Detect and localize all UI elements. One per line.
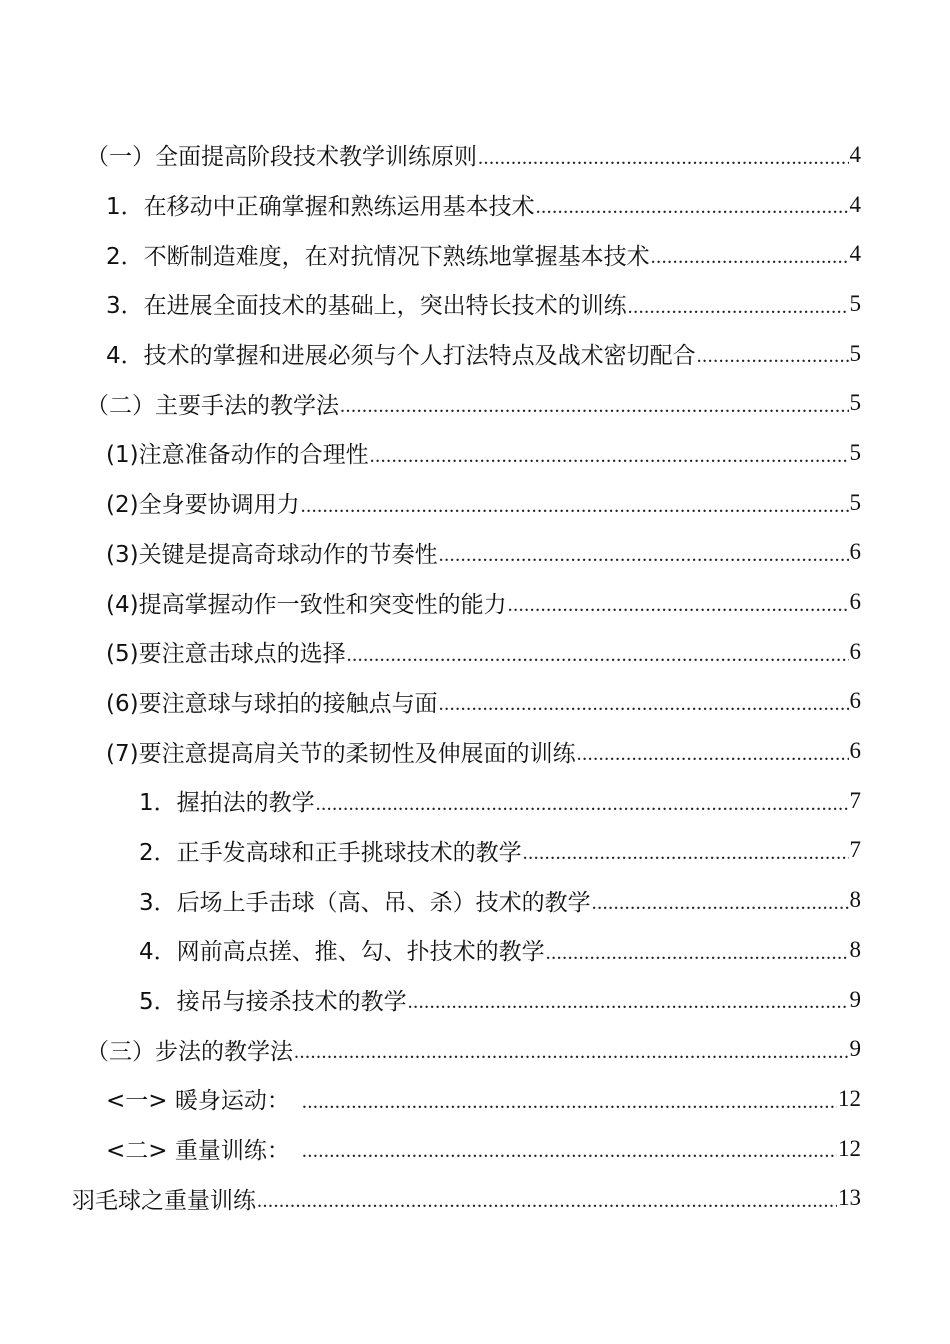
toc-entry[interactable] [0, 776, 950, 826]
toc-entry[interactable] [0, 428, 950, 478]
toc-entry[interactable] [0, 1124, 950, 1174]
toc-entry[interactable] [0, 329, 950, 379]
toc-entry-title: （三）步法的教学法 [86, 1038, 293, 1065]
toc-entry-page-number: 5 [849, 290, 861, 316]
toc-entry[interactable] [0, 925, 950, 975]
toc-entry[interactable] [0, 726, 950, 776]
toc-dot-leader [592, 893, 849, 925]
toc-entry-title: <二> 重量训练： [106, 1138, 290, 1165]
toc-entry[interactable] [0, 528, 950, 578]
toc-entry-page-number: 9 [849, 986, 861, 1012]
toc-entry-page-number: 5 [849, 340, 861, 366]
toc-entry-title: (6)要注意球与球拍的接触点与面 [106, 690, 438, 717]
toc-dot-leader [546, 943, 849, 975]
toc-entry-title: 5．接吊与接杀技术的教学 [139, 989, 407, 1016]
toc-entry-title: <一> 暖身运动： [106, 1088, 290, 1115]
toc-entry-page-number: 12 [838, 1085, 861, 1111]
toc-entry-title: 2．不断制造难度，在对抗情况下熟练地掌握基本技术 [106, 243, 650, 270]
toc-entry[interactable] [0, 229, 950, 279]
toc-entry-title: 1．握拍法的教学 [139, 790, 315, 817]
toc-entry-title: (2)全身要协调用力 [106, 492, 300, 519]
toc-dot-leader [439, 694, 849, 726]
toc-entry-title: 3．在进展全面技术的基础上，突出特长技术的训练 [106, 293, 627, 320]
toc-entry[interactable] [0, 478, 950, 528]
toc-dot-leader [257, 1191, 837, 1223]
toc-entry[interactable] [0, 1024, 950, 1074]
toc-entry[interactable] [0, 677, 950, 727]
toc-entry[interactable] [0, 1074, 950, 1124]
toc-entry-page-number: 5 [849, 489, 861, 515]
toc-entry[interactable] [0, 130, 950, 180]
toc-entry-page-number: 4 [849, 191, 861, 217]
toc-dot-leader [301, 496, 849, 528]
toc-entry[interactable] [0, 975, 950, 1025]
toc-entry-page-number: 6 [849, 539, 861, 565]
toc-entry-title: 3．后场上手击球（高、吊、杀）技术的教学 [139, 889, 591, 916]
toc-entry[interactable] [0, 577, 950, 627]
toc-dot-leader [316, 794, 849, 826]
toc-entry-page-number: 6 [849, 738, 861, 764]
toc-entry-page-number: 6 [849, 638, 861, 664]
toc-entry[interactable] [0, 875, 950, 925]
toc-entry[interactable] [0, 279, 950, 329]
toc-entry-page-number: 6 [849, 589, 861, 615]
toc-entry-page-number: 8 [849, 887, 861, 913]
toc-entry-page-number: 4 [849, 241, 861, 267]
toc-entry-title: (4)提高掌握动作一致性和突变性的能力 [106, 591, 507, 618]
toc-dot-leader [302, 1141, 837, 1173]
toc-entry-page-number: 13 [838, 1185, 861, 1211]
toc-entry[interactable] [0, 627, 950, 677]
toc-entry-title: 羽毛球之重量训练 [72, 1187, 256, 1214]
toc-entry-page-number: 7 [849, 787, 861, 813]
toc-entry-title: (1)注意准备动作的合理性 [106, 442, 369, 469]
toc-dot-leader [628, 297, 849, 329]
toc-dot-leader [302, 1092, 837, 1124]
toc-entry-title: 4．网前高点搓、推、勾、扑技术的教学 [139, 939, 545, 966]
toc-entry-page-number: 12 [838, 1135, 861, 1161]
toc-dot-leader [651, 247, 849, 279]
toc-entry-title: （二）主要手法的教学法 [86, 392, 339, 419]
toc-entry-page-number: 5 [849, 439, 861, 465]
toc-dot-leader [536, 197, 849, 229]
toc-entry[interactable] [0, 1173, 950, 1223]
toc-dot-leader [523, 843, 849, 875]
toc-entry[interactable] [0, 378, 950, 428]
toc-dot-leader [347, 645, 849, 677]
toc-dot-leader [370, 446, 849, 478]
toc-entry[interactable] [0, 180, 950, 230]
toc-entry-page-number: 8 [849, 936, 861, 962]
toc-dot-leader [294, 1042, 849, 1074]
toc-entry-page-number: 9 [849, 1036, 861, 1062]
toc-entry-title: (5)要注意击球点的选择 [106, 641, 346, 668]
toc-dot-leader [340, 396, 849, 428]
toc-dot-leader [408, 992, 849, 1024]
toc-entry-page-number: 5 [849, 390, 861, 416]
toc-entry-title: 2．正手发高球和正手挑球技术的教学 [139, 839, 522, 866]
toc-dot-leader [508, 595, 849, 627]
toc-entry[interactable] [0, 826, 950, 876]
toc-entry-title: （一）全面提高阶段技术教学训练原则 [86, 144, 477, 171]
toc-entry-title: (7)要注意提高肩关节的柔韧性及伸展面的训练 [106, 740, 576, 767]
toc-dot-leader [577, 744, 849, 776]
toc-entry-page-number: 6 [849, 688, 861, 714]
toc-entry-title: 4．技术的掌握和进展必须与个人打法特点及战术密切配合 [106, 343, 696, 370]
toc-entry-page-number: 7 [849, 837, 861, 863]
toc-dot-leader [478, 148, 849, 180]
table-of-contents [0, 130, 950, 1223]
toc-dot-leader [697, 346, 849, 378]
toc-entry-page-number: 4 [849, 141, 861, 167]
toc-entry-title: (3)关键是提高奇球动作的节奏性 [106, 541, 438, 568]
toc-dot-leader [439, 545, 849, 577]
toc-entry-title: 1．在移动中正确掌握和熟练运用基本技术 [106, 194, 535, 221]
